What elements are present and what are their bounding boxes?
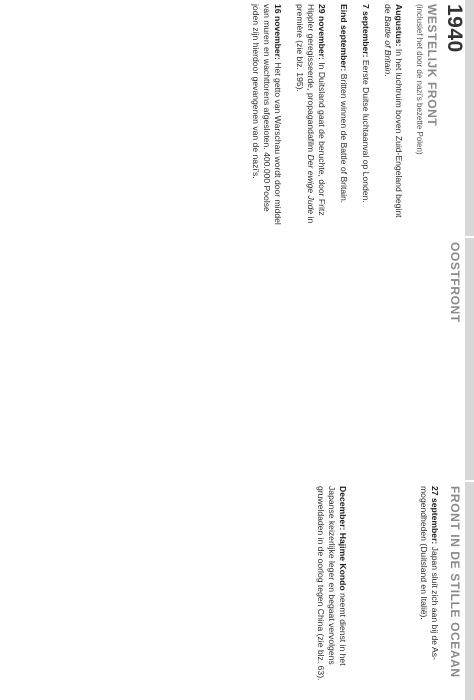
western-front-column: [0, 0, 474, 236]
entry-text: neemt dienst in het Japanse keizerlijke leger en begaat vervolgens gruweldaden in de oorlog tegen China (zie blz. 63).: [316, 486, 348, 681]
pacific-front-column: [0, 482, 474, 700]
entry-text: Eerste Duitse luchtaanval op Londen.: [361, 57, 371, 203]
entry-text-after: in première (zie blz. 195).: [295, 4, 316, 224]
timeline-entry: [382, 4, 404, 226]
western-front-subtitle: (inclusief het door de nazi’s bezette Polen): [415, 4, 424, 155]
entry-text: Britten winnen de Battle of Britain.: [339, 71, 349, 204]
entry-text: Het getto van Warschau wordt door middel van muren en wachttorens afgesloten. 400.000 Poolse joden zijn hierdoor gevangenen van de nazi’s.: [251, 4, 283, 225]
entry-date: 7 september:: [361, 4, 371, 58]
timeline-entry: [418, 486, 440, 690]
entry-date: December: Hajime Kondo: [338, 486, 348, 591]
entry-text-after: .: [383, 74, 393, 77]
eastern-front-column: [0, 238, 474, 480]
entry-date: 29 november:: [317, 4, 327, 60]
timeline-entry: [294, 4, 327, 226]
entry-italic: Battle of Britain: [383, 15, 393, 75]
entry-date: Eind september:: [339, 4, 349, 72]
entry-text: In het luchtruim boven Zuid-Engeland begint de: [383, 4, 404, 218]
header-bar: [465, 482, 474, 700]
western-front-entries: [239, 4, 404, 226]
entry-text: Japan sluit zich aan bij de As-mogendheden (Duitsland en Italië).: [419, 486, 440, 660]
entry-text: In Duitsland gaat de beruchte, door Fritz Hippler geregisseerde, propagandafilm: [306, 4, 327, 216]
entry-date: Augustus:: [394, 4, 404, 47]
header-bar: [465, 0, 474, 236]
entry-italic: Der ewige Jude: [306, 154, 316, 215]
eastern-front-title: OOSTFRONT: [448, 242, 462, 323]
entry-date: 27 september:: [430, 486, 440, 545]
western-front-title: WESTELIJK FRONT: [425, 4, 439, 127]
timeline-entry: [315, 486, 348, 690]
pacific-front-entries: [304, 486, 440, 690]
entry-date: 16 november:: [273, 4, 283, 60]
header-bar: [465, 238, 474, 480]
pacific-front-title: FRONT IN DE STILLE OCEAAN: [448, 486, 462, 678]
timeline-entry: [360, 4, 371, 226]
timeline-entry: [338, 4, 349, 226]
timeline-entry: [250, 4, 283, 226]
year-heading: 1940: [443, 4, 466, 53]
